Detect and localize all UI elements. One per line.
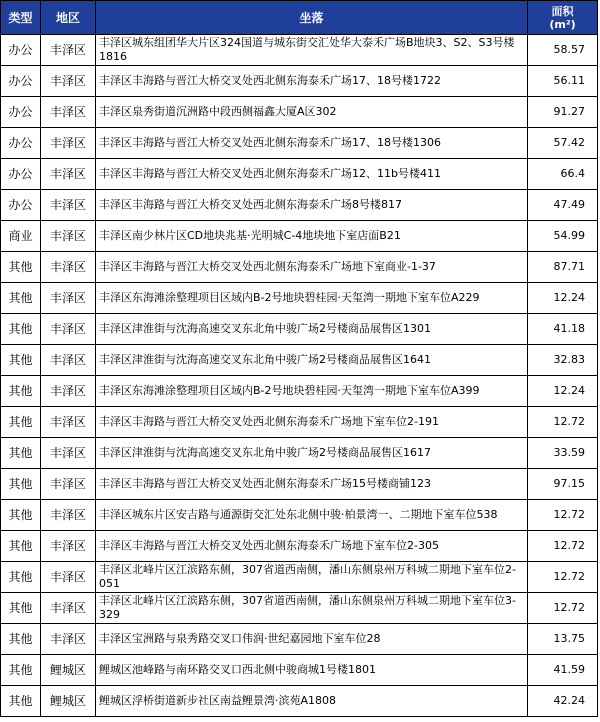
- cell-district: 丰泽区: [41, 66, 96, 97]
- cell-district: 丰泽区: [41, 283, 96, 314]
- cell-type: 办公: [1, 66, 41, 97]
- cell-type: 其他: [1, 345, 41, 376]
- cell-type: 办公: [1, 97, 41, 128]
- table-row: [1, 407, 598, 438]
- cell-area: 57.42: [528, 128, 598, 159]
- cell-location: 丰泽区东海滩涂整理项目区域内B-2号地块碧桂园·天玺湾一期地下室车位A229: [96, 283, 528, 314]
- cell-location: 丰泽区丰海路与晋江大桥交叉处西北侧东海泰禾广场17、18号楼1722: [96, 66, 528, 97]
- table-row: [1, 593, 598, 624]
- header-area: [528, 1, 598, 35]
- cell-district: 丰泽区: [41, 624, 96, 655]
- cell-location: 丰泽区丰海路与晋江大桥交叉处西北侧东海泰禾广场15号楼商铺123: [96, 469, 528, 500]
- cell-location: 丰泽区津淮街与沈海高速交叉东北角中骏广场2号楼商品展售区1301: [96, 314, 528, 345]
- cell-location: 丰泽区东海滩涂整理项目区域内B-2号地块碧桂园·天玺湾一期地下室车位A399: [96, 376, 528, 407]
- table-body: [1, 35, 598, 717]
- cell-location: 丰泽区丰海路与晋江大桥交叉处西北侧东海泰禾广场17、18号楼1306: [96, 128, 528, 159]
- table-row: [1, 35, 598, 66]
- table-row: [1, 221, 598, 252]
- cell-location: 丰泽区南少林片区CD地块兆基·光明城C-4地块地下室店面B21: [96, 221, 528, 252]
- cell-type: 其他: [1, 562, 41, 593]
- cell-location: 鲤城区池峰路与南环路交叉口西北侧中骏商城1号楼1801: [96, 655, 528, 686]
- cell-location: 丰泽区丰海路与晋江大桥交叉处西北侧东海泰禾广场8号楼817: [96, 190, 528, 221]
- cell-type: 其他: [1, 283, 41, 314]
- cell-type: 其他: [1, 593, 41, 624]
- cell-type: 办公: [1, 35, 41, 66]
- cell-area: 41.59: [528, 655, 598, 686]
- cell-type: 其他: [1, 531, 41, 562]
- cell-district: 丰泽区: [41, 500, 96, 531]
- cell-type: 办公: [1, 159, 41, 190]
- cell-district: 丰泽区: [41, 190, 96, 221]
- cell-area: 33.59: [528, 438, 598, 469]
- cell-area: 87.71: [528, 252, 598, 283]
- table-row: [1, 190, 598, 221]
- cell-area: 32.83: [528, 345, 598, 376]
- cell-area: 47.49: [528, 190, 598, 221]
- cell-location: 丰泽区城东片区安吉路与通源街交汇处东北侧中骏·柏景湾一、二期地下室车位538: [96, 500, 528, 531]
- cell-district: 丰泽区: [41, 159, 96, 190]
- cell-district: 鲤城区: [41, 686, 96, 717]
- table-row: [1, 345, 598, 376]
- cell-type: 其他: [1, 252, 41, 283]
- cell-area: 12.72: [528, 531, 598, 562]
- table-row: [1, 66, 598, 97]
- cell-area: 12.72: [528, 407, 598, 438]
- cell-area: 12.72: [528, 500, 598, 531]
- table-row: [1, 562, 598, 593]
- table-row: [1, 376, 598, 407]
- table-header-row: [1, 1, 598, 35]
- cell-district: 丰泽区: [41, 469, 96, 500]
- cell-area: 12.72: [528, 562, 598, 593]
- cell-district: 丰泽区: [41, 314, 96, 345]
- cell-area: 42.24: [528, 686, 598, 717]
- cell-district: 丰泽区: [41, 252, 96, 283]
- cell-district: 丰泽区: [41, 221, 96, 252]
- cell-district: 丰泽区: [41, 97, 96, 128]
- table-row: [1, 97, 598, 128]
- table-row: [1, 624, 598, 655]
- cell-area: 12.24: [528, 283, 598, 314]
- cell-district: 丰泽区: [41, 562, 96, 593]
- cell-type: 其他: [1, 314, 41, 345]
- cell-type: 办公: [1, 128, 41, 159]
- cell-district: 丰泽区: [41, 128, 96, 159]
- cell-area: 66.4: [528, 159, 598, 190]
- cell-district: 丰泽区: [41, 35, 96, 66]
- cell-location: 丰泽区丰海路与晋江大桥交叉处西北侧东海泰禾广场地下室商业-1-37: [96, 252, 528, 283]
- cell-area: 56.11: [528, 66, 598, 97]
- cell-area: 97.15: [528, 469, 598, 500]
- cell-type: 其他: [1, 438, 41, 469]
- cell-type: 其他: [1, 624, 41, 655]
- cell-type: 其他: [1, 500, 41, 531]
- cell-district: 丰泽区: [41, 531, 96, 562]
- cell-area: 12.24: [528, 376, 598, 407]
- table-row: [1, 283, 598, 314]
- cell-district: 丰泽区: [41, 593, 96, 624]
- cell-type: 其他: [1, 469, 41, 500]
- table-row: [1, 469, 598, 500]
- cell-location: 丰泽区津淮街与沈海高速交叉东北角中骏广场2号楼商品展售区1641: [96, 345, 528, 376]
- cell-district: 丰泽区: [41, 438, 96, 469]
- cell-location: 丰泽区宝洲路与泉秀路交叉口伟润·世纪嘉园地下室车位28: [96, 624, 528, 655]
- cell-location: 鲤城区浮桥街道新步社区南益鲤景湾·滨苑A1808: [96, 686, 528, 717]
- cell-location: 丰泽区北峰片区江滨路东侧，307省道西南侧，潘山东侧泉州万科城二期地下室车位2-051: [96, 562, 528, 593]
- cell-type: 其他: [1, 376, 41, 407]
- table-row: [1, 128, 598, 159]
- cell-area: 91.27: [528, 97, 598, 128]
- cell-type: 办公: [1, 190, 41, 221]
- cell-district: 丰泽区: [41, 345, 96, 376]
- cell-type: 其他: [1, 686, 41, 717]
- cell-area: 54.99: [528, 221, 598, 252]
- cell-type: 其他: [1, 655, 41, 686]
- header-location: 坐落: [96, 1, 528, 35]
- table-row: [1, 686, 598, 717]
- cell-area: 58.57: [528, 35, 598, 66]
- header-district: 地区: [41, 1, 96, 35]
- table-row: [1, 252, 598, 283]
- cell-location: 丰泽区丰海路与晋江大桥交叉处西北侧东海泰禾广场地下室车位2-305: [96, 531, 528, 562]
- cell-location: 丰泽区丰海路与晋江大桥交叉处西北侧东海泰禾广场12、11b号楼411: [96, 159, 528, 190]
- cell-district: 丰泽区: [41, 407, 96, 438]
- table-row: [1, 314, 598, 345]
- cell-area: 41.18: [528, 314, 598, 345]
- cell-district: 丰泽区: [41, 376, 96, 407]
- table-row: [1, 655, 598, 686]
- cell-type: 其他: [1, 407, 41, 438]
- cell-location: 丰泽区北峰片区江滨路东侧，307省道西南侧，潘山东侧泉州万科城二期地下室车位3-329: [96, 593, 528, 624]
- header-area-label: 面积: [551, 4, 574, 18]
- cell-location: 丰泽区津淮街与沈海高速交叉东北角中骏广场2号楼商品展售区1617: [96, 438, 528, 469]
- table-row: [1, 438, 598, 469]
- cell-district: 鲤城区: [41, 655, 96, 686]
- cell-location: 丰泽区城东组团华大片区324国道与城东街交汇处华大泰禾广场B地块3、S2、S3号楼1816: [96, 35, 528, 66]
- table-row: [1, 531, 598, 562]
- cell-area: 13.75: [528, 624, 598, 655]
- cell-area: 12.72: [528, 593, 598, 624]
- cell-location: 丰泽区丰海路与晋江大桥交叉处西北侧东海泰禾广场地下室车位2-191: [96, 407, 528, 438]
- header-type: 类型: [1, 1, 41, 35]
- cell-type: 商业: [1, 221, 41, 252]
- cell-location: 丰泽区泉秀街道沉洲路中段西侧福鑫大厦A区302: [96, 97, 528, 128]
- table-row: [1, 500, 598, 531]
- table-row: [1, 159, 598, 190]
- header-area-unit: (m²): [549, 17, 576, 31]
